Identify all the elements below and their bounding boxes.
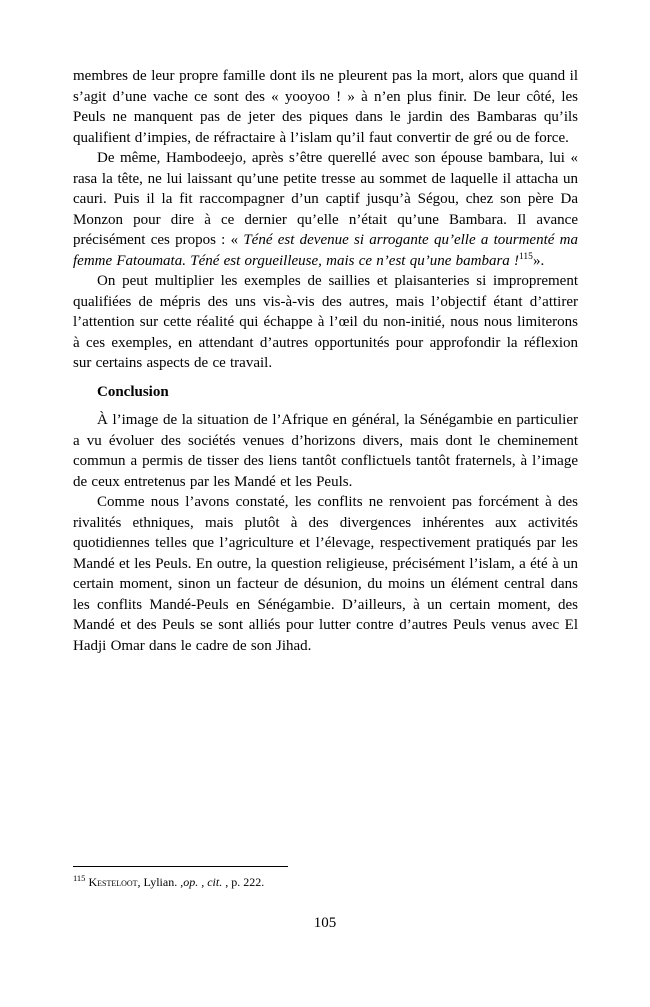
paragraph-continuation: membres de leur propre famille dont ils ne pleurent pas la mort, alors que quand il s’agit d’une vache ce sont des « yooyoo ! » à n’en plus finir. De leur côté, les Peuls ne manquent pas de jeter des piques dans le jardin des Bambaras qu’ils qualifient d’impies, de réfractaire à l’islam qu’il faut convertir de gré ou de force. (73, 68, 578, 146)
paragraph-hambodeejo-end: ». (532, 252, 545, 269)
page-number: 105 (313, 915, 337, 931)
paragraph-conclusion-2: Comme nous l’avons constaté, les conflits ne renvoient pas forcément à des rivalités ethniques, mais plutôt à des divergences inhérentes aux activités quotidiennes telles que l’agriculture et l’élevage, respectivement pratiqués par les Mandé et les Peuls. En outre, la question religieuse, précisément l’islam, a été à un certain moment, sinon un facteur de désunion, du moins un élément central dans les conflits Mandé-Peuls en Sénégambie. D’ailleurs, à un certain moment, des Mandé et des Peuls se sont alliés pour lutter contre d’autres Peuls venus avec El Hadji Omar dans le cadre de son Jihad. (73, 494, 578, 654)
footnote-separator-rule (73, 866, 288, 867)
footnote-reference-115: 115 (519, 251, 533, 262)
paragraph-conclusion-1: À l’image de la situation de l’Afrique en général, la Sénégambie en particulier a vu évoluer des sociétés venues d’horizons divers, mais dont le cheminement commun a permis de tisser des liens tantôt conflictuels tantôt fraternels, à l’image de ceux entretenus par les Mandé et les Peuls. (73, 412, 578, 490)
quoted-speech: Téné est devenue si arrogante qu’elle a tourmenté ma femme Fatoumata. Téné est orgueilleuse, mais ce n’est qu’une bambara ! (73, 232, 578, 269)
paragraph-hambodeejo (73, 148, 578, 271)
footnote-page-ref: , p. 222. (222, 875, 265, 889)
section-heading-conclusion: Conclusion (97, 383, 169, 400)
footnote-marker: 115 (73, 873, 86, 883)
paragraph-hambodeejo-text: De même, Hambodeejo, après s’être querellé avec son épouse bambara, lui « rasa la tête, ne lui laissant qu’une petite tresse au sommet de laquelle il attacha un cauri. Puis il la fit raccompagner d’un captif jusqu’à Ségou, chez son père Da Monzon pour dire à ce dernier qu’elle n’était qu’une Bambara. Il avance précisément ces propos : « (73, 150, 578, 248)
page-body (73, 66, 578, 656)
footnote-author-firstname: , Lylian. , (137, 875, 184, 889)
footnote-area (73, 866, 578, 890)
paragraph-examples: On peut multiplier les exemples de saillies et plaisanteries si improprement qualifiées de mépris des uns vis-à-vis des autres, mais l’objectif étant d’attirer l’attention sur cette réalité qui échappe à l’œil du non-initié, nous nous limiterons à ces exemples, en attendant d’autres opportunités pour approfondir la réflexion sur certains aspects de ce travail. (73, 273, 578, 371)
footnote-115 (73, 875, 578, 890)
footnote-author: Kesteloot (88, 875, 138, 889)
footnote-opcit: op. , cit. (183, 875, 223, 889)
